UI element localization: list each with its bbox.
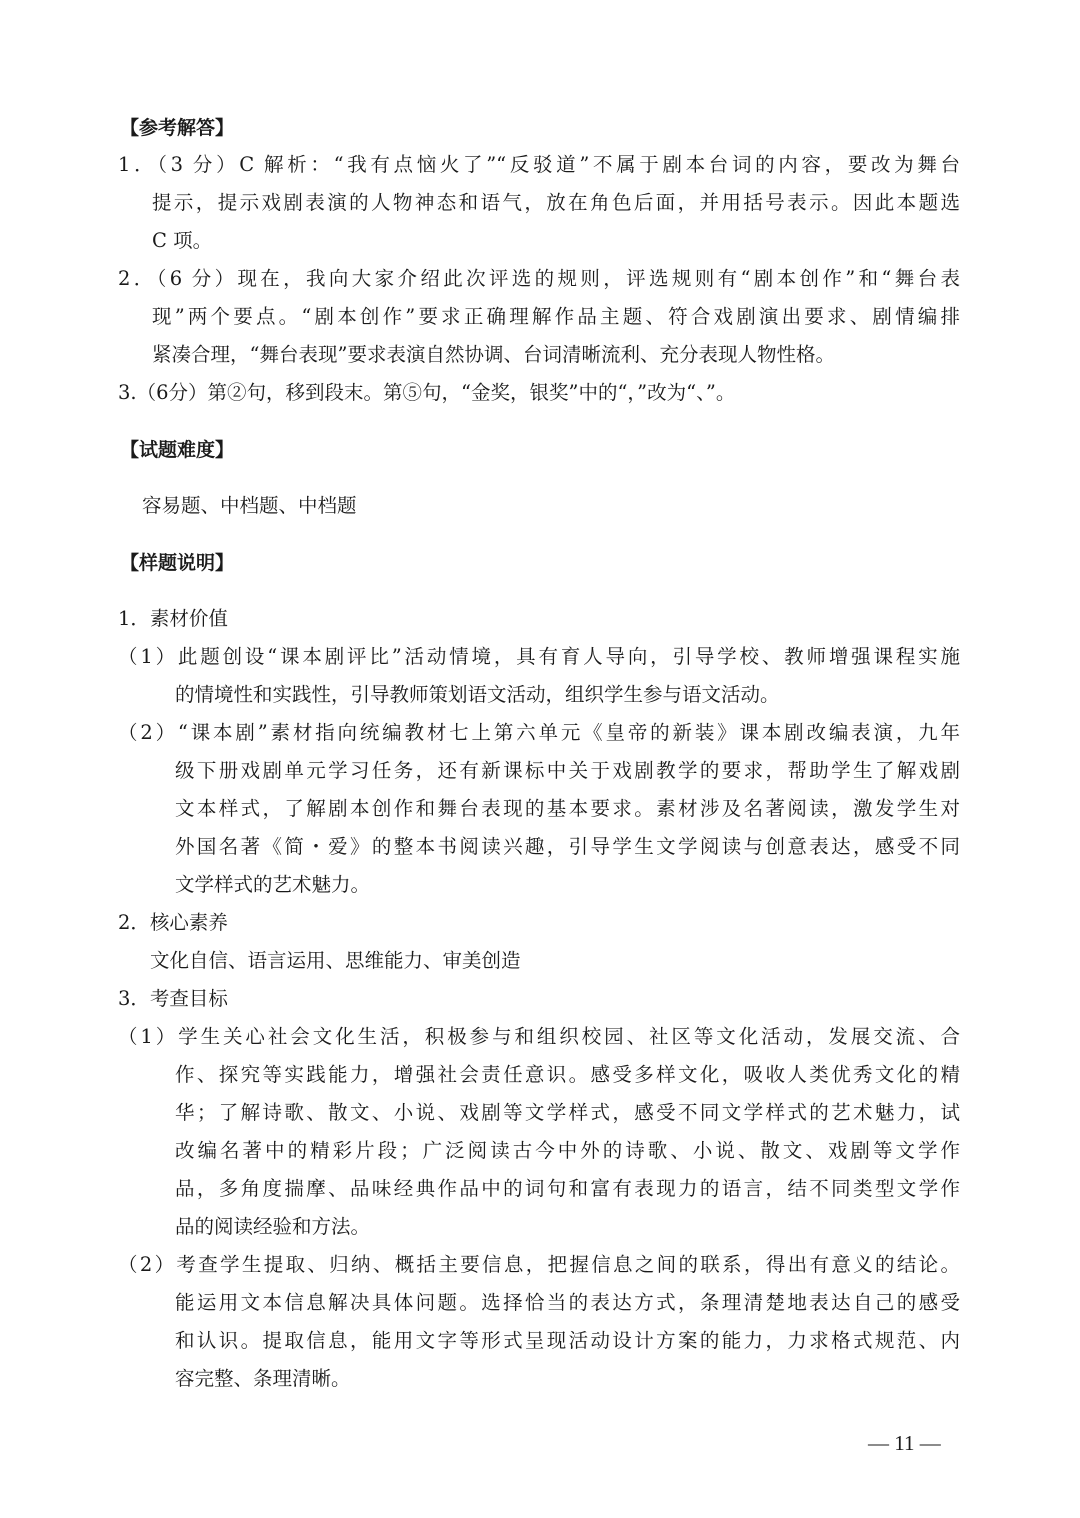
notes-item-1-title: 1．素材价值 xyxy=(118,607,228,630)
notes-item-2-text: 文化自信、语言运用、思维能力、审美创造 xyxy=(150,949,521,972)
notes-item-3-sub-1-line-6: 品的阅读经验和方法。 xyxy=(175,1215,371,1238)
difficulty-text: 容易题、中档题、中档题 xyxy=(142,494,357,517)
notes-item-3-sub-1-line-1: （1）学生关心社会文化生活，积极参与和组织校园、社区等文化活动，发展交流、合 xyxy=(118,1025,960,1048)
notes-item-3-sub-1-line-2: 作、探究等实践能力，增强社会责任意识。感受多样文化，吸收人类优秀文化的精 xyxy=(175,1063,960,1086)
page-number: — 11 — xyxy=(868,1431,941,1455)
notes-item-3-sub-2-line-4: 容完整、条理清晰。 xyxy=(175,1367,351,1390)
notes-item-1-sub-2-line-4: 外国名著《简・爱》的整本书阅读兴趣，引导学生文学阅读与创意表达，感受不同 xyxy=(175,835,960,858)
notes-item-1-sub-2-line-3: 文本样式，了解剧本创作和舞台表现的基本要求。素材涉及名著阅读，激发学生对 xyxy=(175,797,960,820)
notes-item-3-sub-1-line-5: 品，多角度揣摩、品味经典作品中的词句和富有表现力的语言，结不同类型文学作 xyxy=(175,1177,960,1200)
answer-1-line-1: 1．（3 分）C 解析：“我有点恼火了”“反驳道”不属于剧本台词的内容，要改为舞台 xyxy=(118,153,960,176)
notes-item-1-sub-2-line-1: （2）“课本剧”素材指向统编教材七上第六单元《皇帝的新装》课本剧改编表演，九年 xyxy=(118,721,960,744)
section-heading-answers: 【参考解答】 xyxy=(120,117,235,139)
notes-item-3-sub-2-line-1: （2）考查学生提取、归纳、概括主要信息，把握信息之间的联系，得出有意义的结论。 xyxy=(118,1253,960,1276)
notes-item-3-sub-1-line-3: 华；了解诗歌、散文、小说、戏剧等文学样式，感受不同文学样式的艺术魅力，试 xyxy=(175,1101,960,1124)
notes-item-3-title: 3．考查目标 xyxy=(118,987,228,1010)
notes-item-1-sub-1-line-1: （1）此题创设“课本剧评比”活动情境，具有育人导向，引导学校、教师增强课程实施 xyxy=(118,645,960,668)
notes-item-1-sub-2-line-2: 级下册戏剧单元学习任务，还有新课标中关于戏剧教学的要求，帮助学生了解戏剧 xyxy=(175,759,960,782)
notes-item-3-sub-2-line-2: 能运用文本信息解决具体问题。选择恰当的表达方式，条理清楚地表达自己的感受 xyxy=(175,1291,960,1314)
section-heading-difficulty: 【试题难度】 xyxy=(120,439,235,461)
answer-2-line-1: 2．（6 分）现在，我向大家介绍此次评选的规则，评选规则有“剧本创作”和“舞台表 xyxy=(118,267,960,290)
notes-item-3-sub-1-line-4: 改编名著中的精彩片段；广泛阅读古今中外的诗歌、小说、散文、戏剧等文学作 xyxy=(175,1139,960,1162)
answer-1-line-2: 提示，提示戏剧表演的人物神态和语气，放在角色后面，并用括号表示。因此本题选 xyxy=(152,191,960,214)
section-heading-notes: 【样题说明】 xyxy=(120,552,235,574)
notes-item-1-sub-1-line-2: 的情境性和实践性，引导教师策划语文活动，组织学生参与语文活动。 xyxy=(175,683,780,706)
answer-1-line-3: C 项。 xyxy=(152,229,213,252)
answer-2-line-3: 紧凑合理，“舞台表现”要求表演自然协调、台词清晰流利、充分表现人物性格。 xyxy=(152,343,835,366)
answer-3-line-1: 3.（6分）第②句，移到段末。第⑤句，“金奖，银奖”中的“，”改为“、”。 xyxy=(118,381,736,404)
notes-item-3-sub-2-line-3: 和认识。提取信息，能用文字等形式呈现活动设计方案的能力，力求格式规范、内 xyxy=(175,1329,960,1352)
notes-item-2-title: 2．核心素养 xyxy=(118,911,228,934)
notes-item-1-sub-2-line-5: 文学样式的艺术魅力。 xyxy=(175,873,371,896)
answer-2-line-2: 现”两个要点。“剧本创作”要求正确理解作品主题、符合戏剧演出要求、剧情编排 xyxy=(152,305,960,328)
